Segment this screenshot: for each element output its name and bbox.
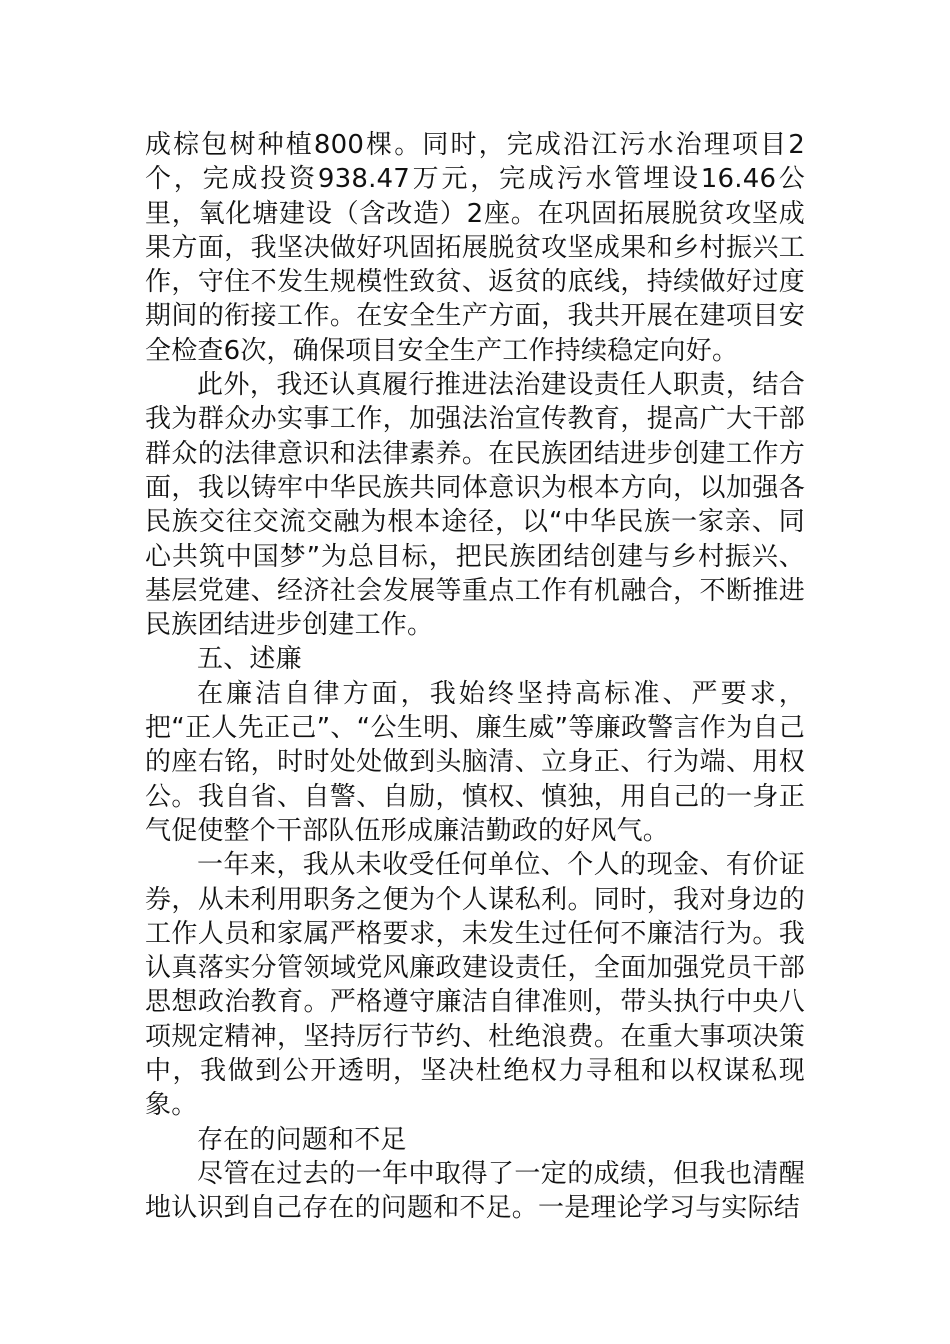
section-heading-integrity: 五、述廉 — [197, 644, 302, 675]
paragraph-rule-of-law: 此外，我还认真履行推进法治建设责任人职责，结合我为群众办实事工作，加强法治宣传教育，提高广大干部群众的法律意识和法律素养。在民族团结进步创建工作方面，我以铸牢中华民族共同体意识为根本方向，以加强各民族交往交流交融为根本途径，以“中华民族一家亲、同心共筑中国梦”为总目标，把民族团结创建与乡村振兴、基层党建、经济社会发展等重点工作有机融合，不断推进民族团结进步创建工作。 — [145, 370, 805, 641]
document-body — [145, 128, 805, 1226]
section-heading-problems: 存在的问题和不足 — [197, 1124, 407, 1155]
paragraph-year-review: 一年来，我从未收受任何单位、个人的现金、有价证券，从未利用职务之便为个人谋私利。同时，我对身边的工作人员和家属严格要求，未发生过任何不廉洁行为。我认真落实分管领域党风廉政建设责任，全面加强党员干部思想政治教育。严格遵守廉洁自律准则，带头执行中央八项规定精神，坚持厉行节约、杜绝浪费。在重大事项决策中，我做到公开透明，坚决杜绝权力寻租和以权谋私现象。 — [145, 850, 805, 1121]
paragraph-self-discipline: 在廉洁自律方面，我始终坚持高标准、严要求，把“正人先正己”、“公生明、廉生威”等廉政警言作为自己的座右铭，时时处处做到头脑清、立身正、行为端、用权公。我自省、自警、自励，慎权、慎独，用自己的一身正气促使整个干部队伍形成廉洁勤政的好风气。 — [145, 678, 805, 846]
paragraph-problems: 尽管在过去的一年中取得了一定的成绩，但我也清醒地认识到自己存在的问题和不足。一是理论学习与实际结 — [145, 1158, 805, 1224]
paragraph-projects: 成棕包树种植800棵。同时，完成沿江污水治理项目2个，完成投资938.47万元，完成污水管埋设16.46公里，氧化塘建设（含改造）2座。在巩固拓展脱贫攻坚成果方面，我坚决做好巩固拓展脱贫攻坚成果和乡村振兴工作，守住不发生规模性致贫、返贫的底线，持续做好过度期间的衔接工作。在安全生产方面，我共开展在建项目安全检查6次，确保项目安全生产工作持续稳定向好。 — [145, 130, 805, 366]
